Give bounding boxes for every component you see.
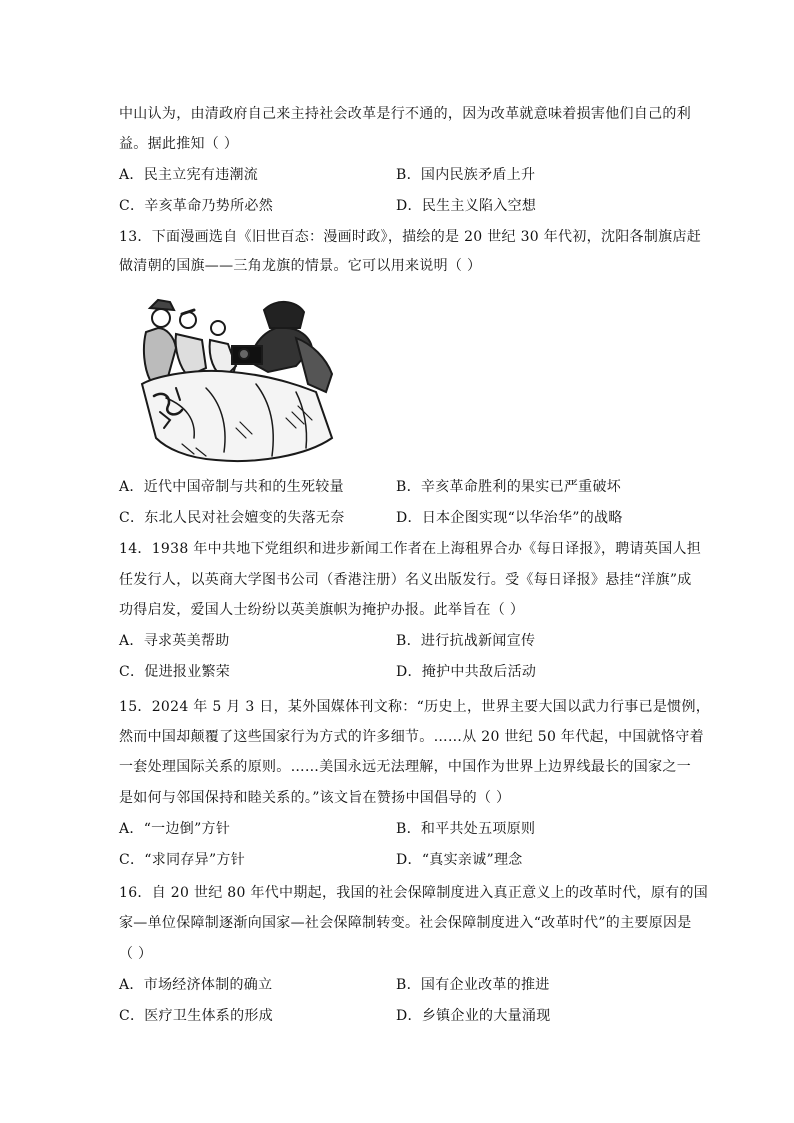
- q12-option-c[interactable]: C．辛亥革命乃势所必然: [119, 198, 274, 214]
- q15-option-b[interactable]: B．和平共处五项原则: [396, 821, 536, 837]
- q13-option-b[interactable]: B．辛亥革命胜利的果实已严重破坏: [396, 479, 622, 495]
- q14-option-b[interactable]: B．进行抗战新闻宣传: [396, 633, 536, 649]
- q13-stem-line-1: 13．下面漫画选自《旧世百态：漫画时政》，描绘的是 20 世纪 30 年代初，沈阳各制旗店赶: [119, 229, 702, 245]
- q12-stem-line-1: 中山认为，由清政府自己来主持社会改革是行不通的，因为改革就意味着损害他们自己的利: [119, 106, 691, 122]
- q14-stem-line-1: 14．1938 年中共地下党组织和进步新闻工作者在上海租界合办《每日译报》，聘请英国人担: [119, 541, 702, 557]
- q16-option-c[interactable]: C．医疗卫生体系的形成: [119, 1008, 274, 1024]
- q12-option-d[interactable]: D．民生主义陷入空想: [396, 198, 537, 214]
- q15-stem-line-2: 然而中国却颠覆了这些国家行为方式的许多细节。……从 20 世纪 50 年代起，中国就恪守着: [119, 729, 704, 745]
- q12-option-a[interactable]: A．民主立宪有违潮流: [119, 167, 259, 183]
- q16-stem-line-3: （ ）: [119, 946, 153, 962]
- q13-stem-line-2: 做清朝的国旗——三角龙旗的情景。它可以用来说明（ ）: [119, 258, 482, 274]
- q13-option-a[interactable]: A．近代中国帝制与共和的生死较量: [119, 479, 344, 495]
- q16-stem-line-2: 家—单位保障制逐渐向国家—社会保障制转变。社会保障制度进入“改革时代”的主要原因是: [119, 915, 692, 931]
- q16-option-b[interactable]: B．国有企业改革的推进: [396, 977, 550, 993]
- q13-option-d[interactable]: D．日本企图实现“以华治华”的战略: [396, 510, 623, 526]
- q16-option-a[interactable]: A．市场经济体制的确立: [119, 977, 273, 993]
- q15-option-d[interactable]: D．“真实亲诚”理念: [396, 852, 523, 868]
- flag-making-cartoon-image: [136, 288, 341, 468]
- q16-option-d[interactable]: D．乡镇企业的大量涌现: [396, 1008, 551, 1024]
- q15-stem-line-3: 一套处理国际关系的原则。……美国永远无法理解，中国作为世界上边界线最长的国家之一: [119, 759, 691, 775]
- q15-stem-line-4: 是如何与邻国保持和睦关系的。”该文旨在赞扬中国倡导的（ ）: [119, 790, 511, 806]
- q15-option-a[interactable]: A．“一边倒”方针: [119, 821, 231, 837]
- q14-stem-line-2: 任发行人，以英商大学图书公司（香港注册）名义出版发行。受《每日译报》悬挂“洋旗”成: [119, 572, 692, 588]
- q14-stem-line-3: 功得启发，爱国人士纷纷以英美旗帜为掩护办报。此举旨在（ ）: [119, 602, 525, 618]
- q15-option-c[interactable]: C．“求同存异”方针: [119, 852, 246, 868]
- q14-option-c[interactable]: C．促进报业繁荣: [119, 664, 231, 680]
- q14-option-d[interactable]: D．掩护中共敌后活动: [396, 664, 537, 680]
- q15-stem-line-1: 15．2024 年 5 月 3 日，某外国媒体刊文称：“历史上，世界主要大国以武力行事已是惯例，: [119, 699, 711, 715]
- q16-stem-line-1: 16．自 20 世纪 80 年代中期起，我国的社会保障制度进入真正意义上的改革时代，原有的国: [119, 885, 709, 901]
- q12-option-b[interactable]: B．国内民族矛盾上升: [396, 167, 536, 183]
- q14-option-a[interactable]: A．寻求英美帮助: [119, 633, 230, 649]
- q12-stem-line-2: 益。据此推知（ ）: [119, 136, 239, 152]
- q13-option-c[interactable]: C．东北人民对社会嬗变的失落无奈: [119, 510, 345, 526]
